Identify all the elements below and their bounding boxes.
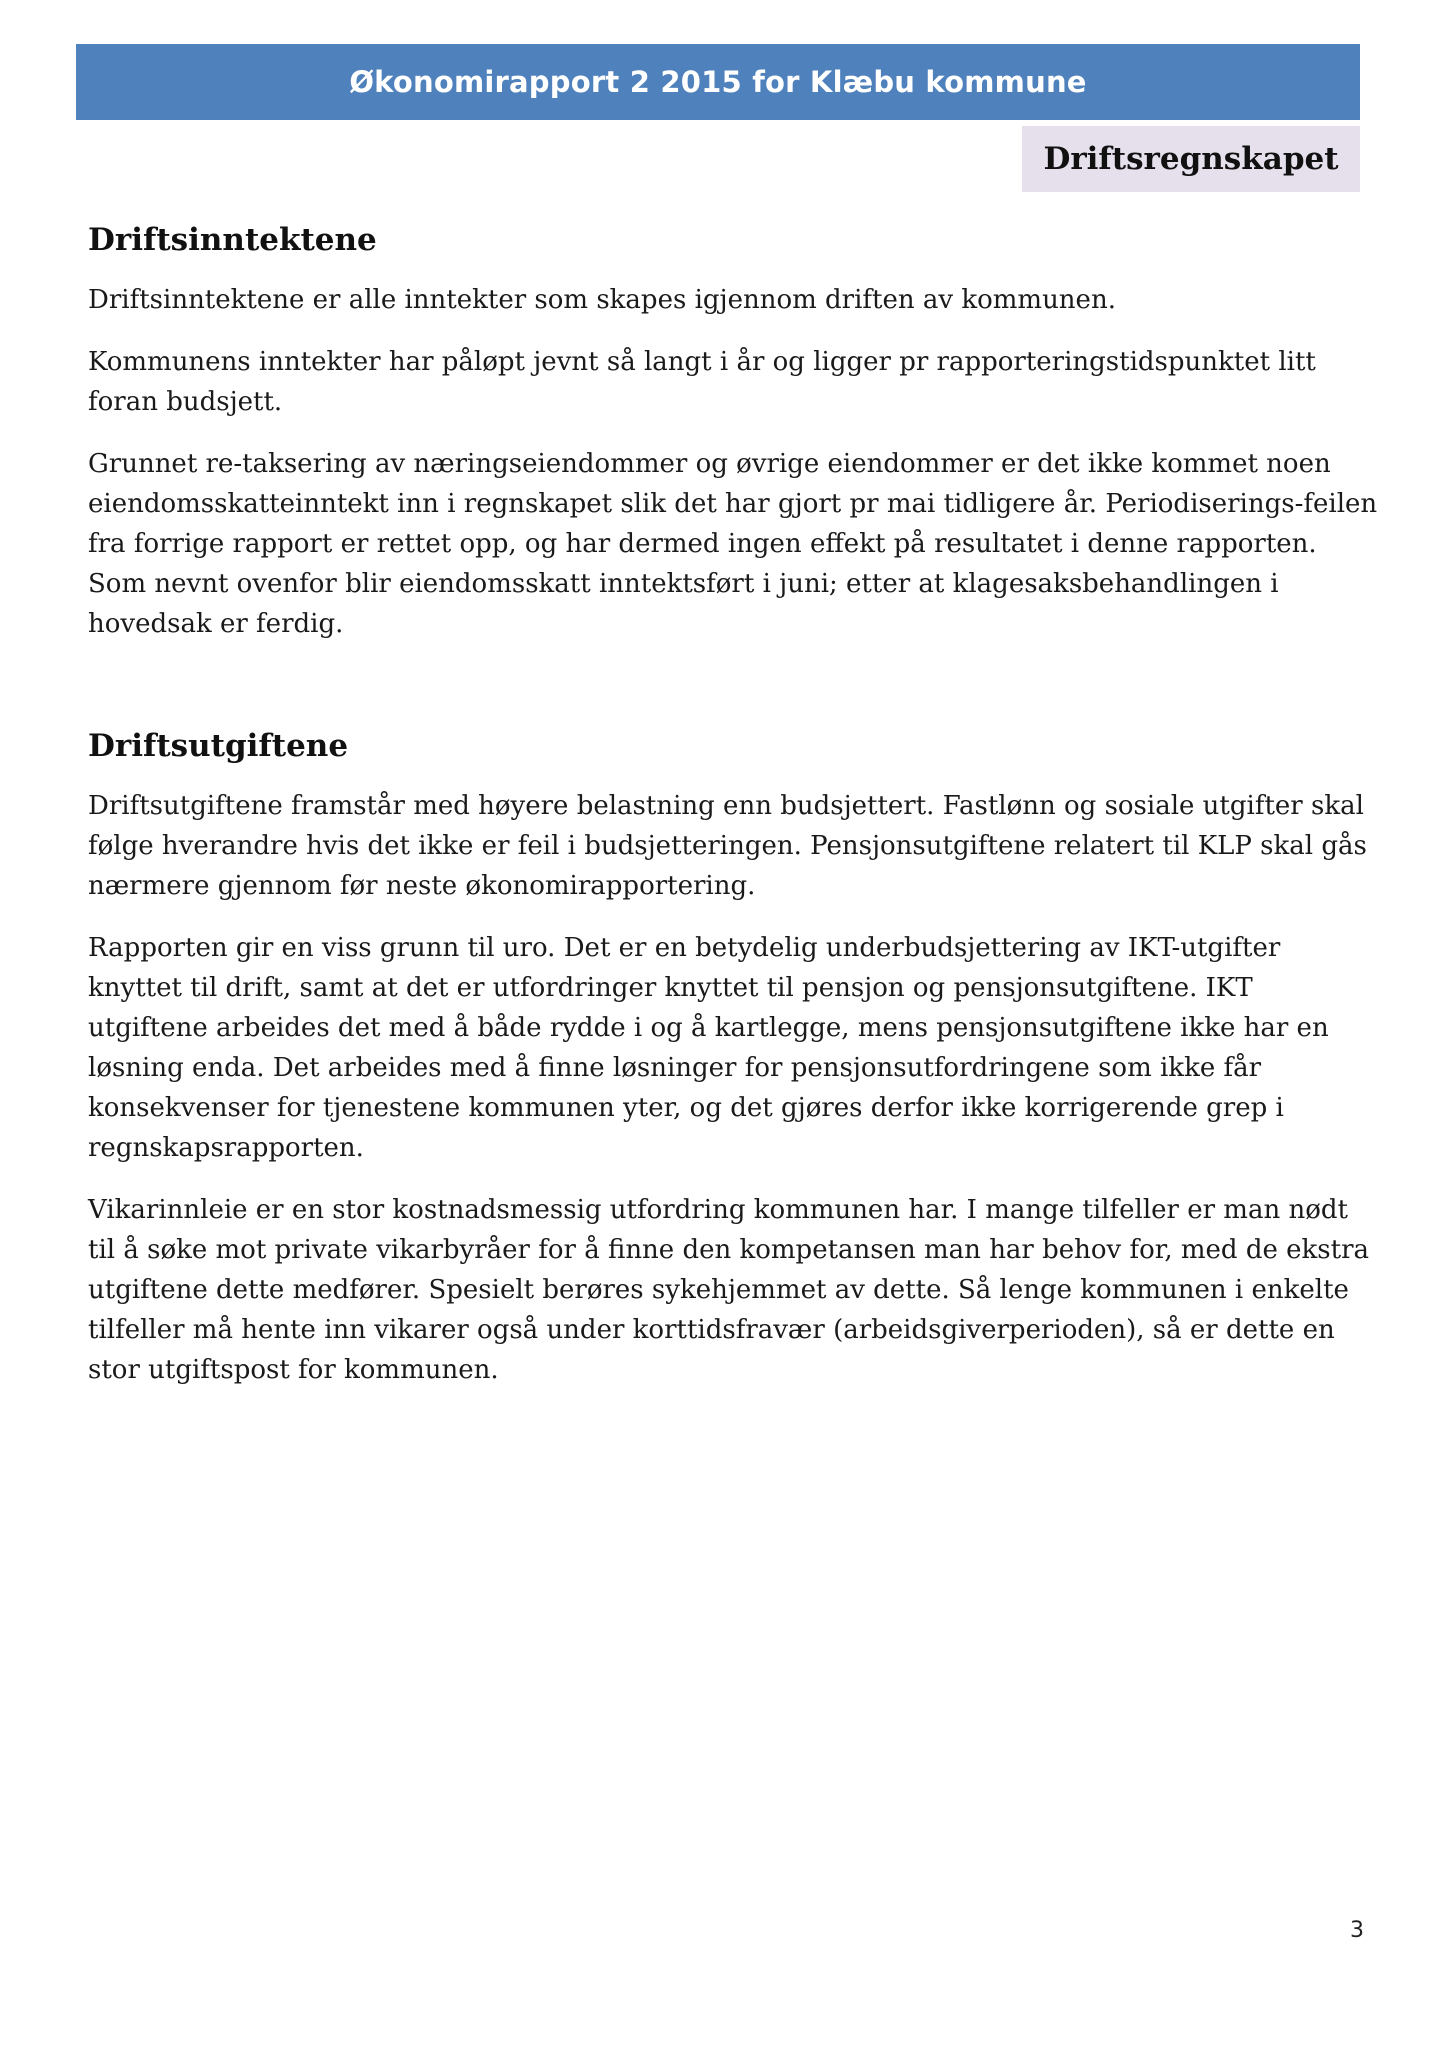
section-driftsutgiftene <box>88 728 1378 1390</box>
document-body <box>88 222 1378 1412</box>
paragraph: Rapporten gir en viss grunn til uro. Det er en betydelig underbudsjettering av IKT-utgifter knyttet til drift, samt at det er utfordringer knyttet til pensjon og pensjonsutgiftene. IKT utgiftene arbeides det med å både rydde i og å kartlegge, mens pensjonsutgiftene ikke har en løsning enda. Det arbeides med å finne løsninger for pensjonsutfordringene som ikke får konsekvenser for tjenestene kommunen yter, og det gjøres derfor ikke korrigerende grep i regnskapsrapporten. <box>88 933 1329 1163</box>
section-heading: Driftsinntektene <box>88 222 377 258</box>
paragraph: Driftsinntektene er alle inntekter som skapes igjennom driften av kommunen. <box>88 285 1116 315</box>
section-tag <box>1022 126 1360 192</box>
paragraph: Grunnet re-taksering av næringseiendommer og øvrige eiendommer er det ikke kommet noen eiendomsskatteinntekt inn i regnskapet slik det har gjort pr mai tidligere år. Periodiserings-feilen fra forrige rapport er rettet opp, og har dermed ingen effekt på resultatet i denne rapporten. Som nevnt ovenfor blir eiendomsskatt inntektsført i juni; etter at klagesaksbehandlingen i hovedsak er ferdig. <box>88 449 1378 639</box>
paragraph: Driftsutgiftene framstår med høyere belastning enn budsjettert. Fastlønn og sosiale utgifter skal følge hverandre hvis det ikke er feil i budsjetteringen. Pensjonsutgiftene relatert til KLP skal gås nærmere gjennom før neste økonomirapportering. <box>88 791 1367 901</box>
report-title: Økonomirapport 2 2015 for Klæbu kommune <box>349 65 1087 99</box>
section-heading: Driftsutgiftene <box>88 728 349 764</box>
paragraph: Vikarinnleie er en stor kostnadsmessig utfordring kommunen har. I mange tilfeller er man nødt til å søke mot private vikarbyråer for å finne den kompetansen man har behov for, med de ekstra utgiftene dette medfører. Spesielt berøres sykehjemmet av dette. Så lenge kommunen i enkelte tilfeller må hente inn vikarer også under korttidsfravær (arbeidsgiverperioden), så er dette en stor utgiftspost for kommunen. <box>88 1195 1369 1385</box>
page-number: 3 <box>1350 1918 1364 1943</box>
paragraph: Kommunens inntekter har påløpt jevnt så langt i år og ligger pr rapporteringstidspunktet litt foran budsjett. <box>88 347 1316 417</box>
section-tag-label: Driftsregnskapet <box>1043 141 1339 177</box>
section-driftsinntektene <box>88 222 1378 644</box>
report-title-bar <box>76 44 1360 120</box>
